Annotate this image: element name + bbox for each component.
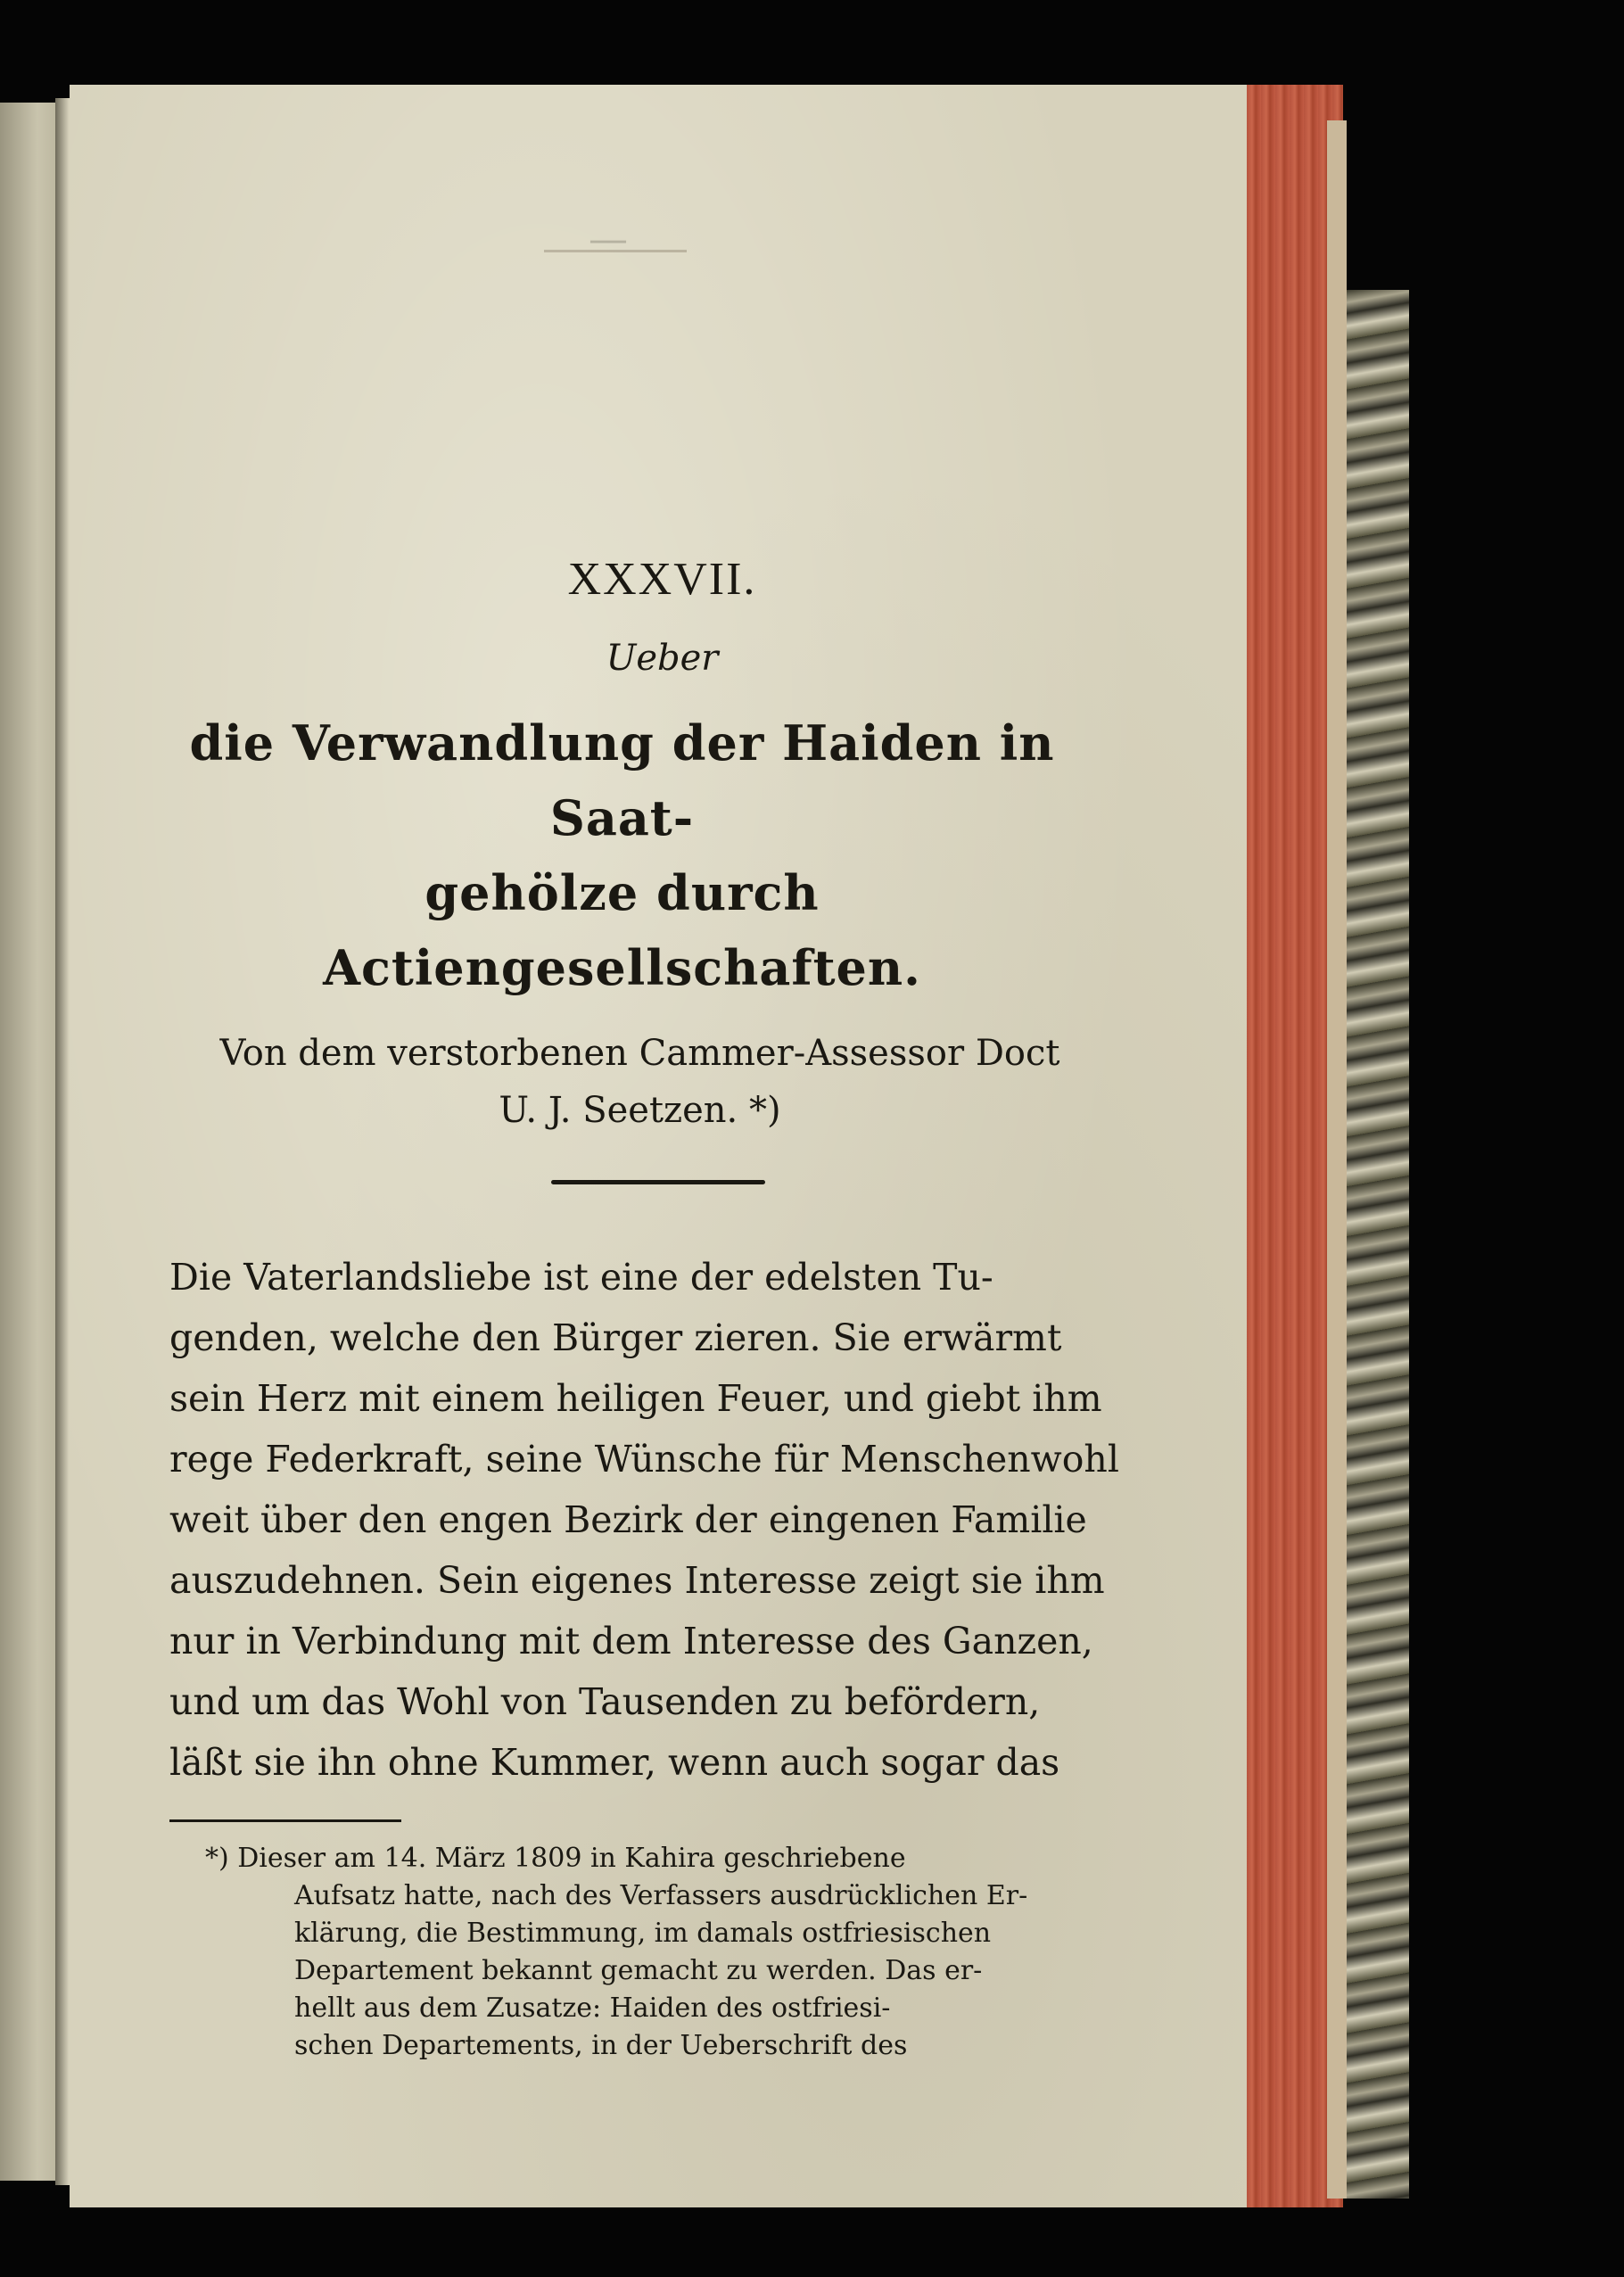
separator-rule bbox=[551, 1180, 765, 1184]
article bbox=[169, 553, 1119, 2065]
footnote bbox=[169, 1840, 1075, 2065]
ueber-label: Ueber bbox=[606, 638, 719, 679]
footnote-line: hellt aus dem Zusatze: Haiden des ostfriesi- bbox=[294, 1992, 891, 2024]
footnote-line: Departement bekannt gemacht zu werden. Das er- bbox=[294, 1955, 983, 1986]
page-number: — bbox=[589, 217, 628, 262]
body-paragraph bbox=[169, 1247, 1119, 1793]
text-line: und um das Wohl von Tausenden zu befördern, bbox=[169, 1680, 1041, 1723]
footnote-line: *) Dieser am 14. März 1809 in Kahira geschriebene bbox=[205, 1843, 906, 1874]
marbled-cover bbox=[1347, 290, 1409, 2199]
chapter-number: XXXVII. bbox=[567, 554, 757, 605]
cover-edge bbox=[1327, 120, 1347, 2199]
left-page-edge bbox=[0, 103, 62, 2181]
text-line: nur in Verbindung mit dem Interesse des Ganzen, bbox=[169, 1620, 1093, 1662]
footnote-rule bbox=[169, 1819, 401, 1822]
text-line: rege Federkraft, seine Wünsche für Menschenwohl bbox=[169, 1438, 1119, 1481]
text-line: sein Herz mit einem heiligen Feuer, und giebt ihm bbox=[169, 1377, 1102, 1420]
text-line: läßt sie ihn ohne Kummer, wenn auch sogar das bbox=[169, 1741, 1060, 1784]
page-header-ornament bbox=[544, 217, 687, 267]
title-line: die Verwandlung der Haiden in Saat- bbox=[189, 714, 1055, 846]
byline-line: U. J. Seetzen. *) bbox=[499, 1090, 781, 1131]
footnote-line: klärung, die Bestimmung, im damals ostfriesischen bbox=[294, 1918, 992, 1949]
title-line: gehölze durch Actiengesellschaften. bbox=[323, 864, 921, 996]
article-title bbox=[169, 705, 1075, 1005]
text-line: weit über den engen Bezirk der eingenen Familie bbox=[169, 1498, 1087, 1541]
text-line: auszudehnen. Sein eigenes Interesse zeigt sie ihm bbox=[169, 1559, 1105, 1602]
byline-line: Von dem verstorbenen Cammer-Assessor Doct bbox=[219, 1033, 1060, 1074]
byline bbox=[205, 1025, 1075, 1139]
text-line: Die Vaterlandsliebe ist eine der edelsten Tu- bbox=[169, 1256, 993, 1299]
footnote-line: schen Departements, in der Ueberschrift des bbox=[294, 2030, 908, 2061]
text-line: genden, welche den Bürger zieren. Sie erwärmt bbox=[169, 1316, 1062, 1359]
footnote-line: Aufsatz hatte, nach des Verfassers ausdrücklichen Er- bbox=[294, 1880, 1028, 1911]
